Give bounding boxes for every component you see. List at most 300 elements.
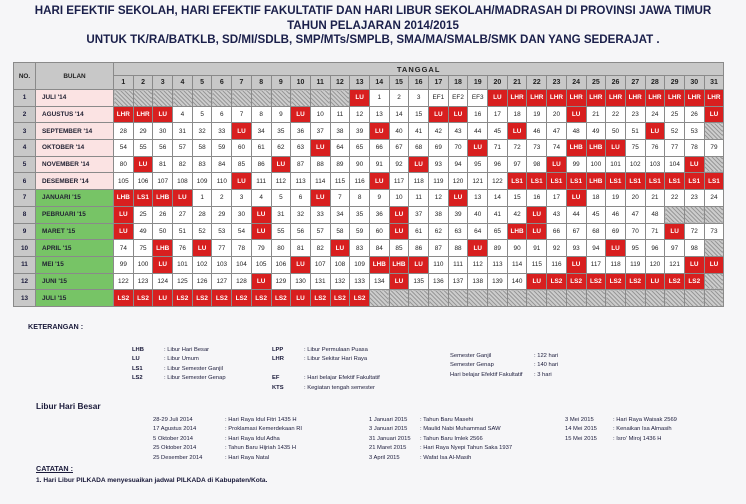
day-cell: 103 — [212, 256, 232, 273]
day-cell: 70 — [448, 140, 468, 157]
day-cell: LU — [114, 206, 134, 223]
day-cell: EF2 — [448, 90, 468, 107]
day-cell: 39 — [350, 123, 370, 140]
day-header-5: 5 — [192, 76, 212, 90]
day-cell: 45 — [586, 206, 606, 223]
day-cell: 39 — [448, 206, 468, 223]
day-cell: 26 — [684, 106, 704, 123]
day-header-16: 16 — [409, 76, 429, 90]
day-cell — [704, 290, 724, 307]
day-cell: 11 — [409, 190, 429, 207]
day-cell: LS1 — [527, 173, 547, 190]
day-cell: 50 — [606, 123, 626, 140]
day-cell: LU — [291, 290, 311, 307]
day-cell: 54 — [232, 223, 252, 240]
day-cell: 56 — [153, 140, 173, 157]
legend-item — [272, 365, 380, 374]
holiday-date: 31 Januari 2015 — [369, 435, 411, 442]
day-cell: 59 — [212, 140, 232, 157]
holiday-item — [369, 435, 483, 444]
day-cell: 127 — [212, 273, 232, 290]
day-cell: 112 — [271, 173, 291, 190]
month-label: DESEMBER '14 — [36, 173, 114, 190]
day-cell — [409, 290, 429, 307]
day-cell: LS2 — [232, 290, 252, 307]
legend-item — [132, 355, 226, 364]
day-cell: 1 — [192, 190, 212, 207]
day-cell: LU — [566, 190, 586, 207]
legend-item — [272, 384, 380, 393]
title-line-1: HARI EFEKTIF SEKOLAH, HARI EFEKTIF FAKULTATIF DAN HARI LIBUR SEKOLAH/MADRASAH DI PROVINSI JAWA TIMUR — [34, 4, 712, 17]
day-cell: LHR — [586, 90, 606, 107]
day-cell: LHB — [586, 140, 606, 157]
day-cell: 34 — [251, 123, 271, 140]
day-cell: 41 — [488, 206, 508, 223]
day-cell: 88 — [448, 240, 468, 257]
day-cell: 68 — [586, 223, 606, 240]
day-cell: 55 — [271, 223, 291, 240]
semester-label: Semester Ganjil — [450, 353, 492, 359]
day-cell: 41 — [409, 123, 429, 140]
day-cell: 48 — [566, 123, 586, 140]
day-cell: 82 — [173, 156, 193, 173]
holiday-item — [153, 444, 297, 453]
row-number: 12 — [14, 273, 36, 290]
day-cell: LHB — [153, 190, 173, 207]
day-cell: 15 — [409, 106, 429, 123]
day-cell: 120 — [448, 173, 468, 190]
legend-text: : Libur Semester Genap — [164, 375, 226, 382]
day-cell: 43 — [448, 123, 468, 140]
holiday-item — [565, 435, 662, 444]
day-cell: LS1 — [547, 173, 567, 190]
holiday-item — [565, 416, 677, 425]
semester-value: : 3 hari — [534, 371, 552, 378]
day-cell: 31 — [173, 123, 193, 140]
day-header-30: 30 — [684, 76, 704, 90]
table-row — [14, 140, 724, 157]
day-cell: 8 — [251, 106, 271, 123]
day-cell — [310, 90, 330, 107]
day-cell: 11 — [330, 106, 350, 123]
day-cell: EF3 — [468, 90, 488, 107]
legend-column-2 — [272, 346, 380, 393]
day-cell: 83 — [192, 156, 212, 173]
table-row — [14, 273, 724, 290]
day-cell: 117 — [586, 256, 606, 273]
day-cell: 128 — [232, 273, 252, 290]
row-number: 7 — [14, 190, 36, 207]
legend-code: LHB — [132, 347, 144, 353]
day-header-12: 12 — [330, 76, 350, 90]
day-cell: LS2 — [547, 273, 567, 290]
holiday-item — [153, 435, 280, 444]
holiday-item — [153, 454, 270, 463]
day-cell: 67 — [566, 223, 586, 240]
day-cell: 105 — [251, 256, 271, 273]
day-cell — [291, 90, 311, 107]
legend-text: : Libur Semester Ganjil — [164, 365, 223, 372]
month-label: AGUSTUS '14 — [36, 106, 114, 123]
day-cell: LS2 — [606, 273, 626, 290]
title-line-2: TAHUN PELAJARAN 2014/2015 — [287, 18, 459, 32]
day-cell: 28 — [114, 123, 134, 140]
day-cell: LS1 — [704, 173, 724, 190]
day-cell: 61 — [251, 140, 271, 157]
semester-label: Hari belajar Efektif Fakultatif — [450, 371, 523, 378]
legend-text: : Libur Sekitar Hari Raya — [304, 356, 368, 363]
day-cell: 111 — [251, 173, 271, 190]
day-cell: 124 — [153, 273, 173, 290]
day-cell: 46 — [527, 123, 547, 140]
day-cell: 37 — [310, 123, 330, 140]
day-cell: 107 — [153, 173, 173, 190]
day-cell: 13 — [468, 190, 488, 207]
day-cell: 50 — [153, 223, 173, 240]
day-cell: 114 — [310, 173, 330, 190]
day-cell: LS1 — [606, 173, 626, 190]
month-label: PEBRUARI '15 — [36, 206, 114, 223]
day-cell: 7 — [232, 106, 252, 123]
day-cell: LHR — [547, 90, 567, 107]
day-cell: 92 — [547, 240, 567, 257]
day-cell: 94 — [586, 240, 606, 257]
day-cell: 111 — [448, 256, 468, 273]
title-line-3: UNTUK TK/RA/BATKLB, SD/MI/SDLB, SMP/MTs/SMPLB, SMA/MA/SMALB/SMK DAN YANG SEDERAJAT . — [86, 33, 660, 46]
month-label: NOVEMBER '14 — [36, 156, 114, 173]
month-label: JULI '14 — [36, 90, 114, 107]
day-cell: 121 — [665, 256, 685, 273]
calendar-table — [13, 62, 724, 307]
holiday-date: 1 Januari 2015 — [369, 417, 408, 423]
row-number: 5 — [14, 156, 36, 173]
holiday-list-column-2 — [369, 416, 513, 463]
day-cell: LU — [369, 123, 389, 140]
holiday-name: : Tahun Baru Hijriah 1435 H — [225, 445, 297, 452]
day-cell: LHB — [566, 140, 586, 157]
table-row — [14, 206, 724, 223]
day-cell: 71 — [488, 140, 508, 157]
day-cell: LU — [153, 106, 173, 123]
month-label: JANUARI '15 — [36, 190, 114, 207]
day-cell — [369, 290, 389, 307]
day-cell: 12 — [350, 106, 370, 123]
table-row — [14, 90, 724, 107]
month-label: MEI '15 — [36, 256, 114, 273]
day-cell: 44 — [468, 123, 488, 140]
day-cell: LS2 — [566, 273, 586, 290]
day-cell: LHR — [625, 90, 645, 107]
holiday-date: 5 Oktober 2014 — [153, 435, 193, 442]
day-cell: 94 — [448, 156, 468, 173]
legend-text: : Libur Umum — [164, 356, 199, 363]
day-cell: 47 — [625, 206, 645, 223]
day-cell — [704, 156, 724, 173]
day-cell: 91 — [369, 156, 389, 173]
day-cell: 86 — [251, 156, 271, 173]
table-row — [14, 156, 724, 173]
day-cell: 54 — [114, 140, 134, 157]
day-cell: 10 — [389, 190, 409, 207]
day-cell: LU — [488, 90, 508, 107]
day-cell: LHR — [133, 106, 153, 123]
day-header-10: 10 — [291, 76, 311, 90]
day-header-19: 19 — [468, 76, 488, 90]
holiday-date: 15 Mei 2015 — [565, 435, 597, 442]
day-cell: LS2 — [625, 273, 645, 290]
day-cell: LU — [566, 256, 586, 273]
day-cell: 2 — [212, 190, 232, 207]
day-cell: LU — [684, 156, 704, 173]
header-tanggal: TANGGAL — [114, 63, 724, 76]
day-cell: 137 — [448, 273, 468, 290]
day-cell: 113 — [488, 256, 508, 273]
day-cell: LU — [271, 156, 291, 173]
legend-item — [272, 346, 380, 355]
day-cell: 1 — [369, 90, 389, 107]
day-cell: 70 — [625, 223, 645, 240]
day-header-15: 15 — [389, 76, 409, 90]
day-cell: 87 — [291, 156, 311, 173]
day-cell: LU — [684, 256, 704, 273]
day-cell: 136 — [429, 273, 449, 290]
day-cell: 49 — [133, 223, 153, 240]
day-cell: LS1 — [507, 173, 527, 190]
day-cell — [389, 290, 409, 307]
legend-text: : Hari belajar Efektif Fakultatif — [304, 375, 380, 382]
day-cell: LU — [468, 140, 488, 157]
row-number: 1 — [14, 90, 36, 107]
day-cell: LU — [448, 106, 468, 123]
day-cell — [704, 206, 724, 223]
day-cell: 24 — [704, 190, 724, 207]
day-cell: LU — [409, 256, 429, 273]
semester-summary — [450, 352, 590, 380]
day-header-11: 11 — [310, 76, 330, 90]
day-header-6: 6 — [212, 76, 232, 90]
day-cell: 112 — [468, 256, 488, 273]
row-number: 9 — [14, 223, 36, 240]
holiday-name: : Wafat Isa Al-Masih — [420, 454, 472, 461]
day-cell: LS2 — [271, 290, 291, 307]
keterangan-heading: KETERANGAN : — [28, 322, 84, 331]
header-no: NO. — [14, 63, 36, 90]
day-cell — [251, 90, 271, 107]
day-cell: 101 — [606, 156, 626, 173]
legend-code: LPP — [272, 347, 284, 353]
day-cell: 5 — [192, 106, 212, 123]
holiday-item — [369, 416, 474, 425]
semester-value: : 140 hari — [534, 362, 559, 369]
day-cell: 32 — [192, 123, 212, 140]
day-cell: 40 — [389, 123, 409, 140]
table-row — [14, 223, 724, 240]
day-cell: 58 — [192, 140, 212, 157]
day-cell: 85 — [232, 156, 252, 173]
day-cell: 32 — [291, 206, 311, 223]
day-cell: 88 — [310, 156, 330, 173]
day-cell: 81 — [291, 240, 311, 257]
day-cell: LU — [232, 123, 252, 140]
day-cell: 65 — [350, 140, 370, 157]
day-cell: 96 — [488, 156, 508, 173]
day-cell — [114, 90, 134, 107]
day-cell: 19 — [606, 190, 626, 207]
day-cell: 49 — [586, 123, 606, 140]
day-cell — [330, 90, 350, 107]
day-cell: 35 — [271, 123, 291, 140]
day-cell: 85 — [389, 240, 409, 257]
day-cell: 65 — [488, 223, 508, 240]
day-cell: LU — [527, 206, 547, 223]
day-cell: LU — [153, 256, 173, 273]
day-header-25: 25 — [586, 76, 606, 90]
day-cell: 29 — [133, 123, 153, 140]
legend-text: : Kegiatan tengah semester — [304, 384, 375, 391]
day-cell: 91 — [527, 240, 547, 257]
holiday-date: 25 Desember 2014 — [153, 454, 203, 461]
month-label: SEPTEMBER '14 — [36, 123, 114, 140]
day-cell — [684, 206, 704, 223]
day-cell: 93 — [566, 240, 586, 257]
day-cell: 7 — [330, 190, 350, 207]
day-cell: 93 — [429, 156, 449, 173]
holiday-item — [369, 444, 513, 453]
day-cell: 107 — [310, 256, 330, 273]
day-cell: LS2 — [350, 290, 370, 307]
holiday-name: : Isro' Miroj 1436 H — [613, 435, 662, 442]
day-cell: LU — [291, 106, 311, 123]
day-cell: LS1 — [684, 173, 704, 190]
day-cell: 4 — [173, 106, 193, 123]
day-cell: 62 — [271, 140, 291, 157]
day-cell: LHR — [566, 90, 586, 107]
day-cell: 74 — [547, 140, 567, 157]
holiday-name: : Proklamasi Kemerdekaan RI — [225, 426, 303, 433]
day-cell: 71 — [645, 223, 665, 240]
day-cell: 29 — [212, 206, 232, 223]
holiday-item — [153, 416, 297, 425]
day-cell: 100 — [133, 256, 153, 273]
day-cell: 96 — [645, 240, 665, 257]
day-cell: LU — [291, 256, 311, 273]
day-cell: 53 — [212, 223, 232, 240]
day-header-4: 4 — [173, 76, 193, 90]
legend-column-1 — [132, 346, 226, 384]
day-cell: 105 — [114, 173, 134, 190]
catatan-item-1: 1. Hari Libur PILKADA menyesuaikan jadwal PILKADA di Kabupaten/Kota. — [36, 477, 268, 484]
day-header-23: 23 — [547, 76, 567, 90]
day-cell: 13 — [369, 106, 389, 123]
day-cell: 79 — [704, 140, 724, 157]
table-row — [14, 240, 724, 257]
day-cell: LU — [389, 273, 409, 290]
row-number: 13 — [14, 290, 36, 307]
day-cell: 57 — [310, 223, 330, 240]
day-cell: 118 — [409, 173, 429, 190]
day-cell: 125 — [173, 273, 193, 290]
day-header-18: 18 — [448, 76, 468, 90]
day-cell: 25 — [133, 206, 153, 223]
day-cell: 52 — [665, 123, 685, 140]
day-cell: 131 — [310, 273, 330, 290]
row-number: 8 — [14, 206, 36, 223]
day-cell: 69 — [606, 223, 626, 240]
day-cell: 14 — [488, 190, 508, 207]
day-cell: LS2 — [251, 290, 271, 307]
day-cell: 44 — [566, 206, 586, 223]
day-cell: LHB — [586, 173, 606, 190]
day-cell: 139 — [488, 273, 508, 290]
day-cell: 38 — [429, 206, 449, 223]
legend-code: LS1 — [132, 365, 143, 372]
day-cell: EF1 — [429, 90, 449, 107]
day-cell: LS2 — [212, 290, 232, 307]
day-cell: 109 — [350, 256, 370, 273]
day-cell: LHR — [704, 90, 724, 107]
row-number: 2 — [14, 106, 36, 123]
day-cell: 82 — [310, 240, 330, 257]
day-cell: LU — [114, 223, 134, 240]
day-cell: LU — [192, 240, 212, 257]
day-cell — [704, 123, 724, 140]
day-cell: LU — [468, 240, 488, 257]
day-cell: 40 — [468, 206, 488, 223]
row-number: 4 — [14, 140, 36, 157]
day-cell: 104 — [665, 156, 685, 173]
day-cell: LS1 — [645, 173, 665, 190]
legend-item — [132, 346, 226, 355]
day-cell: 37 — [409, 206, 429, 223]
day-cell: 9 — [271, 106, 291, 123]
day-cell: 122 — [114, 273, 134, 290]
day-cell: LU — [645, 123, 665, 140]
legend-code: LS2 — [132, 375, 143, 382]
day-cell: 103 — [645, 156, 665, 173]
day-cell: 84 — [369, 240, 389, 257]
day-cell: 25 — [665, 106, 685, 123]
day-cell: LU — [310, 190, 330, 207]
row-number: 10 — [14, 240, 36, 257]
day-header-28: 28 — [645, 76, 665, 90]
day-cell — [192, 90, 212, 107]
day-cell — [547, 290, 567, 307]
day-cell: 126 — [192, 273, 212, 290]
holiday-item — [565, 425, 672, 434]
day-cell: 31 — [271, 206, 291, 223]
day-cell: 63 — [448, 223, 468, 240]
day-cell: 108 — [330, 256, 350, 273]
day-cell — [153, 90, 173, 107]
day-header-7: 7 — [232, 76, 252, 90]
holiday-item — [369, 454, 472, 463]
day-cell — [468, 290, 488, 307]
day-cell: 104 — [232, 256, 252, 273]
table-row — [14, 190, 724, 207]
day-cell: 132 — [330, 273, 350, 290]
day-cell: LU — [429, 106, 449, 123]
day-cell: 75 — [133, 240, 153, 257]
day-cell: 24 — [645, 106, 665, 123]
day-cell: 57 — [173, 140, 193, 157]
day-cell: LHR — [645, 90, 665, 107]
day-cell — [665, 290, 685, 307]
table-row — [14, 123, 724, 140]
day-cell: 121 — [468, 173, 488, 190]
day-cell — [606, 290, 626, 307]
day-header-26: 26 — [606, 76, 626, 90]
day-cell: 69 — [429, 140, 449, 157]
